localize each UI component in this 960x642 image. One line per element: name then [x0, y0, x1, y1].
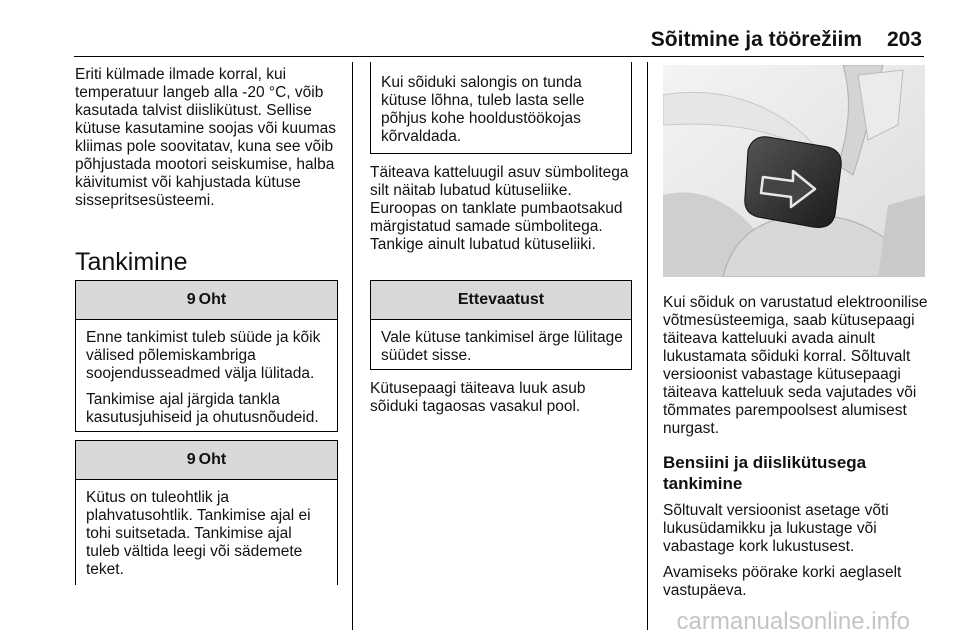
open-paragraph: Avamiseks pöörake korki aeglaselt vastupäeva. [663, 564, 902, 599]
lock-paragraph: Sõltuvalt versioonist asetage võti lukusüdamikku ja lukustage või vabastage kork lukustusest. [663, 502, 889, 555]
column-3 [663, 294, 928, 608]
warning-icon: 9 [186, 451, 196, 468]
column-divider-2 [647, 62, 648, 630]
caution-title: Ettevaatust [371, 281, 631, 320]
warning-text: Kütus on tuleohtlik ja plahvatusohtlik. Tankimise ajal ei tohi suitsetada. Tankimise ajal tuleb vältida leegi või sädemete teket. [86, 489, 311, 578]
section-heading: Tankimine [75, 248, 188, 276]
warning-icon: 9 [186, 291, 196, 308]
caution-box [370, 280, 632, 370]
caution-text: Vale kütuse tankimisel ärge lülitage süüdet sisse. [381, 329, 623, 364]
column-divider-1 [352, 62, 353, 630]
warning-box-2 [75, 440, 338, 585]
continued-warning-text: Kui sõiduki salongis on tunda kütuse lõhna, tuleb lasta selle põhjus kohe hooldustöökojas kõrvaldada. [381, 74, 585, 145]
fuel-flap-arrow-icon [663, 65, 925, 277]
warning-header [76, 281, 337, 320]
warning-box-1 [75, 280, 338, 432]
fuel-flap-paragraph: Kütusepaagi täiteava luuk asub sõiduki tagaosas vasakul pool. [370, 380, 586, 415]
subheading: Bensiini ja diislikütusega tankimine [663, 453, 867, 493]
fuel-type-paragraph: Täiteava katteluugil asuv sümbolitega silt näitab lubatud kütuseliike. Euroopas on tanklate pumbaotsakud märgistatud samade sümbolitega. Tankige ainult lubatud kütuseliiki. [370, 164, 629, 253]
intro-paragraph: Eriti külmade ilmade korral, kui temperatuur langeb alla -20 °C, võib kasutada talvist diislikütust. Sellise kütuse kasutamine soojas või kuumas kliimas pole soovitatav, kuna see võib põhjustada mootori seiskumise, halba käivitumist või kahjustada kütuse sissepritsesüsteemi. [75, 66, 337, 209]
warning-header [76, 441, 337, 480]
header-title: Sõitmine ja töörežiim [650, 28, 862, 51]
warning-text-2: Tankimise ajal järgida tankla kasutusjuhiseid ja ohutusnõudeid. [86, 391, 319, 426]
electronic-key-paragraph: Kui sõiduk on varustatud elektroonilise võtmesüsteemiga, saab kütusepaagi täiteava katteluuki avada ainult lukustamata sõiduki korral. Sõltuvalt versioonist vabastage kütusepaagi täiteava katteluuk seda vajutades või tõmmates parempoolsest alumisest nurgast. [663, 294, 928, 437]
warning-text-1: Enne tankimist tuleb süüde ja kõik välised põlemiskambriga soojendusseadmed välja lülitada. [86, 329, 321, 382]
header-rule [74, 56, 924, 57]
watermark: carmanualsonline.info [676, 608, 910, 635]
column-2 [370, 164, 634, 262]
fuel-flap-location [370, 380, 634, 424]
fuel-flap-photo [663, 65, 925, 277]
column-1 [75, 66, 345, 218]
warning-title: Oht [198, 451, 227, 468]
page-number: 203 [886, 28, 922, 51]
warning-box-continued [370, 62, 632, 154]
warning-title: Oht [198, 291, 227, 308]
